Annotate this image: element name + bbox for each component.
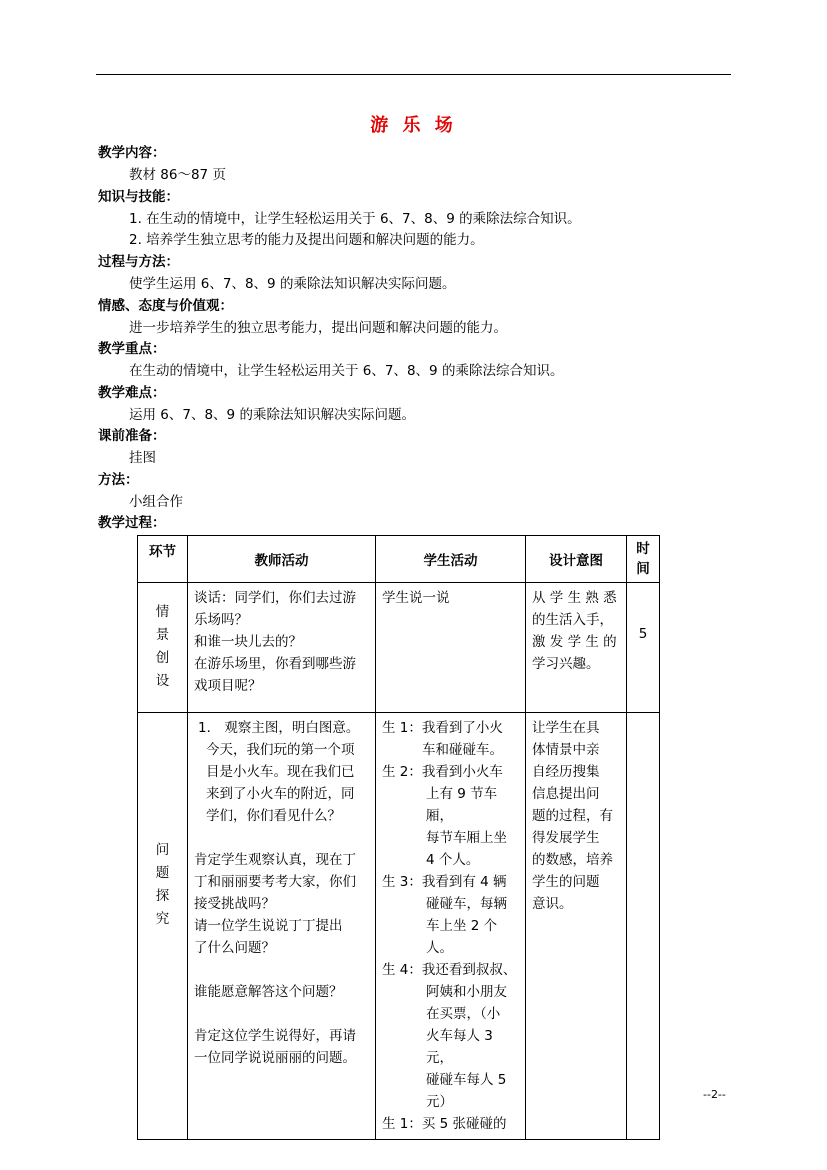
section-text: 2. 培养学生独立思考的能力及提出问题和解决问题的能力。 bbox=[129, 232, 484, 248]
student-cell bbox=[376, 583, 526, 713]
section-heading-difficulties: 教学难点： bbox=[98, 385, 166, 401]
teacher-line: 乐场吗？ bbox=[194, 612, 248, 628]
student-line: 碰碰车每人 5 bbox=[426, 1072, 507, 1088]
student-line: 学生说一说 bbox=[382, 590, 450, 606]
intent-line: 得发展学生 bbox=[532, 830, 600, 846]
student-line: 生 4：我还看到叔叔、 bbox=[382, 962, 517, 978]
intent-line: 让学生在具 bbox=[532, 720, 600, 736]
stage-char: 探 bbox=[155, 888, 170, 904]
teacher-line: 丁和丽丽要考考大家，你们 bbox=[194, 874, 356, 890]
header-teacher: 教师活动 bbox=[188, 536, 376, 583]
stage-char: 究 bbox=[155, 911, 170, 927]
student-line: 上有 9 节车厢， bbox=[426, 786, 498, 824]
student-line: 生 1：买 5 张碰碰的 bbox=[382, 1116, 507, 1132]
teacher-line: 肯定这位学生说得好，再请 bbox=[194, 1028, 356, 1044]
student-cell bbox=[376, 713, 526, 1140]
section-text: 使学生运用 6、7、8、9 的乘除法知识解决实际问题。 bbox=[129, 276, 456, 292]
stage-char: 题 bbox=[155, 865, 170, 881]
section-heading-knowledge: 知识与技能： bbox=[98, 189, 179, 205]
teacher-line: 了什么问题？ bbox=[194, 940, 275, 956]
student-line: 火车每人 3 元， bbox=[426, 1028, 493, 1066]
student-line: 元） bbox=[426, 1094, 453, 1110]
teacher-line: 请一位学生说说丁丁提出 bbox=[194, 918, 343, 934]
stage-cell bbox=[138, 713, 188, 1140]
intent-line: 激 发 学 生 的 bbox=[532, 634, 617, 650]
teacher-line: 今天，我们玩的第一个项 bbox=[206, 742, 355, 758]
table-row bbox=[138, 583, 660, 713]
stage-char: 景 bbox=[155, 627, 170, 643]
header-rule bbox=[96, 74, 731, 75]
intent-line: 从 学 生 熟 悉 bbox=[532, 590, 617, 606]
section-heading-process: 过程与方法： bbox=[98, 254, 179, 270]
page-title: 游 乐 场 bbox=[370, 115, 457, 136]
section-text: 在生动的情境中，让学生轻松运用关于 6、7、8、9 的乘除法综合知识。 bbox=[129, 363, 564, 379]
intent-line: 体情景中亲 bbox=[532, 742, 600, 758]
teacher-line: 1． 观察主图，明白图意。 bbox=[198, 720, 360, 736]
intent-line: 的数感，培养 bbox=[532, 852, 613, 868]
time-cell bbox=[627, 713, 660, 1140]
section-heading-key-points: 教学重点： bbox=[98, 341, 166, 357]
time-value bbox=[627, 713, 659, 721]
section-text: 小组合作 bbox=[129, 494, 183, 510]
time-cell bbox=[627, 583, 660, 713]
intent-line: 的生活入手， bbox=[532, 612, 613, 628]
header-intent: 设计意图 bbox=[526, 536, 627, 583]
teacher-line: 谁能愿意解答这个问题？ bbox=[194, 984, 343, 1000]
student-line: 生 1：我看到了小火 bbox=[382, 720, 503, 736]
intent-line: 意识。 bbox=[532, 896, 573, 912]
student-line: 在买票，（小 bbox=[426, 1006, 501, 1022]
intent-line: 学习兴趣。 bbox=[532, 656, 600, 672]
teacher-line: 来到了小火车的附近，同 bbox=[206, 786, 355, 802]
section-text: 挂图 bbox=[129, 450, 156, 466]
teacher-cell bbox=[188, 583, 376, 713]
student-line: 阿姨和小朋友 bbox=[426, 984, 507, 1000]
page-number: --2-- bbox=[703, 1088, 726, 1101]
student-line: 每节车厢上坐 bbox=[426, 830, 507, 846]
intent-cell bbox=[526, 583, 627, 713]
header-time-text: 时间 bbox=[636, 541, 650, 577]
header-stage: 环节 bbox=[138, 536, 188, 583]
section-heading-method: 方法： bbox=[98, 472, 139, 488]
section-heading-process-steps: 教学过程： bbox=[98, 515, 166, 531]
intent-line: 自经历搜集 bbox=[532, 764, 600, 780]
teacher-line: 戏项目呢？ bbox=[194, 678, 262, 694]
intent-line: 信息提出问 bbox=[532, 786, 600, 802]
section-heading-content: 教学内容： bbox=[98, 145, 166, 161]
intent-line: 题的过程，有 bbox=[532, 808, 613, 824]
stage-char: 问 bbox=[155, 842, 170, 858]
teacher-line: 学们，你们看见什么？ bbox=[206, 808, 341, 824]
student-line: 生 3：我看到有 4 辆 bbox=[382, 874, 507, 890]
section-heading-preparation: 课前准备： bbox=[98, 428, 166, 444]
header-time bbox=[627, 536, 660, 583]
time-value: 5 bbox=[638, 626, 648, 642]
student-line: 车上坐 2 个人。 bbox=[426, 918, 498, 956]
teacher-line: 一位同学说说丽丽的问题。 bbox=[194, 1050, 356, 1066]
intent-cell bbox=[526, 713, 627, 1140]
teacher-line: 和谁一块儿去的？ bbox=[194, 634, 302, 650]
intent-line: 学生的问题 bbox=[532, 874, 600, 890]
teacher-line: 谈话：同学们，你们去过游 bbox=[194, 590, 356, 606]
teacher-line: 肯定学生观察认真，现在丁 bbox=[194, 852, 356, 868]
stage-cell bbox=[138, 583, 188, 713]
section-text: 进一步培养学生的独立思考能力，提出问题和解决问题的能力。 bbox=[129, 320, 507, 336]
teacher-line: 在游乐场里，你看到哪些游 bbox=[194, 656, 356, 672]
student-line: 生 2：我看到小火车 bbox=[382, 764, 503, 780]
table-row bbox=[138, 713, 660, 1140]
section-text: 1. 在生动的情境中，让学生轻松运用关于 6、7、8、9 的乘除法综合知识。 bbox=[129, 211, 581, 227]
student-line: 车和碰碰车。 bbox=[422, 742, 503, 758]
student-line: 碰碰车，每辆 bbox=[426, 896, 507, 912]
spacer bbox=[194, 1003, 369, 1025]
stage-char: 创 bbox=[155, 650, 170, 666]
stage-char: 情 bbox=[155, 604, 170, 620]
spacer bbox=[194, 959, 369, 981]
section-text: 教材 86～87 页 bbox=[129, 167, 226, 183]
teacher-line: 目是小火车。现在我们已 bbox=[206, 764, 355, 780]
header-student: 学生活动 bbox=[376, 536, 526, 583]
teacher-line: 接受挑战吗？ bbox=[194, 896, 275, 912]
lesson-table bbox=[137, 535, 660, 1140]
table-header-row bbox=[138, 536, 660, 583]
section-heading-attitude: 情感、态度与价值观： bbox=[98, 298, 233, 314]
teacher-cell bbox=[188, 713, 376, 1140]
section-text: 运用 6、7、8、9 的乘除法知识解决实际问题。 bbox=[129, 407, 415, 423]
student-line: 4 个人。 bbox=[426, 852, 480, 868]
spacer bbox=[194, 827, 369, 849]
stage-char: 设 bbox=[155, 673, 170, 689]
